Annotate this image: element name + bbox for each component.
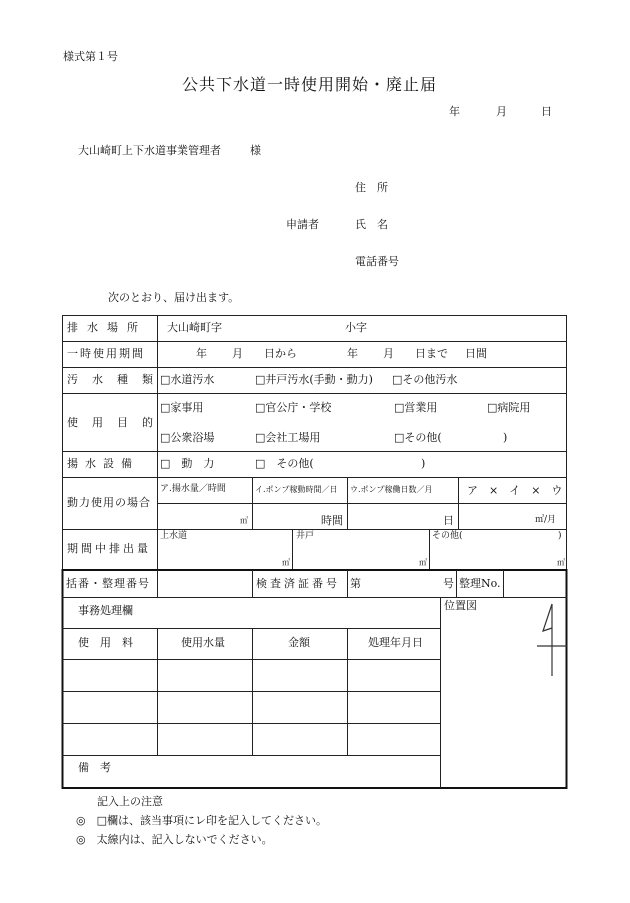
- sewage-opt-other[interactable]: □その他汚水: [392, 373, 458, 386]
- period-days[interactable]: 日間: [465, 347, 487, 360]
- power-unit-volume: ㎥: [240, 516, 248, 525]
- period-year1[interactable]: 年: [196, 347, 207, 360]
- discharge-tap-unit: ㎥: [282, 558, 290, 567]
- power-unit-hours: 時間: [321, 514, 343, 527]
- purpose-opt-hospital[interactable]: □病院用: [487, 401, 531, 414]
- note-thick-border: ◎ 太線内は、記入しないでください。: [76, 833, 273, 846]
- cert-number-label: 検査済証番号: [256, 577, 340, 590]
- purpose-label: 使用目的: [67, 416, 167, 429]
- power-unit-monthly: ㎥/月: [535, 515, 557, 525]
- period-year2[interactable]: 年: [347, 347, 358, 360]
- phone-label[interactable]: 電話番号: [355, 255, 399, 268]
- intro-text: 次のとおり、届け出ます。: [108, 291, 240, 304]
- discharge-label: 期間中排出量: [67, 542, 151, 555]
- cert-prefix: 第: [350, 577, 361, 590]
- period-until[interactable]: 日まで: [415, 347, 448, 360]
- power-col-pump-volume: ア.揚水量／時間: [160, 484, 226, 494]
- col-volume-header: 使用水量: [181, 636, 225, 649]
- period-month2[interactable]: 月: [383, 347, 394, 360]
- power-label: 動力使用の場合: [67, 496, 151, 509]
- period-from[interactable]: 日から: [264, 347, 297, 360]
- discharge-other-unit: ㎥: [557, 558, 565, 567]
- addressee: 大山崎町上下水道事業管理者: [78, 144, 221, 157]
- col-date-header: 処理年月日: [368, 636, 423, 649]
- power-col-pump-hours: イ.ポンプ稼動時間／日: [255, 485, 338, 494]
- note-checkbox: ◎ □欄は、該当事項にレ印を記入してください。: [76, 814, 327, 827]
- discharge-other-label: その他(: [432, 531, 463, 541]
- date-month-label[interactable]: 月: [496, 105, 507, 118]
- sewage-opt-well[interactable]: □井戸汚水(手動・動力): [255, 373, 373, 386]
- purpose-opt-public-office[interactable]: □官公庁・学校: [255, 401, 332, 414]
- col-amount-header: 金額: [288, 636, 310, 649]
- col-fee-header: 使 用 料: [78, 636, 133, 649]
- pumping-opt-other-close: ): [421, 457, 426, 470]
- reference-number-label: 整理No.: [459, 577, 501, 590]
- processing-label: 事務処理欄: [78, 604, 133, 617]
- purpose-opt-business[interactable]: □営業用: [394, 401, 438, 414]
- power-col-pump-days: ウ.ポンプ稼働日数／月: [350, 485, 433, 494]
- discharge-tap-label: 上水道: [160, 531, 188, 541]
- period-month1[interactable]: 月: [232, 347, 243, 360]
- discharge-well-unit: ㎥: [419, 558, 427, 567]
- form-number: 様式第１号: [63, 50, 118, 63]
- period-label: 一時使用期間: [67, 347, 145, 360]
- index-number-label: 括番・整理番号: [66, 577, 150, 590]
- date-day-label[interactable]: 日: [541, 105, 552, 118]
- discharge-well-label: 井戸: [296, 531, 315, 541]
- purpose-opt-other-close: ): [503, 431, 508, 444]
- drain-place-town[interactable]: 大山崎町字: [167, 321, 222, 334]
- page-title: 公共下水道一時使用開始・廃止届: [182, 75, 438, 94]
- purpose-opt-bathhouse[interactable]: □公衆浴場: [160, 431, 215, 444]
- applicant-role-label: 申請者: [286, 218, 319, 231]
- date-year-label[interactable]: 年: [449, 105, 460, 118]
- discharge-other-close: ): [558, 531, 562, 541]
- purpose-opt-factory[interactable]: □会社工場用: [255, 431, 321, 444]
- drain-place-label-text: 排水場所: [67, 321, 147, 334]
- purpose-opt-household[interactable]: □家事用: [160, 401, 204, 414]
- purpose-opt-other[interactable]: □その他(: [394, 431, 442, 444]
- notes-heading: 記入上の注意: [97, 795, 163, 808]
- address-label[interactable]: 住 所: [355, 181, 388, 194]
- power-col-product: ア × イ × ウ: [467, 484, 563, 497]
- pumping-label: 揚水設備: [67, 457, 139, 470]
- honorific: 様: [250, 144, 261, 157]
- north-arrow-icon: [537, 604, 567, 676]
- cert-suffix: 号: [443, 577, 454, 590]
- sewage-opt-tap[interactable]: □水道汚水: [160, 373, 215, 386]
- pumping-opt-other[interactable]: □ その他(: [255, 457, 314, 470]
- sewage-type-label: 汚水種類: [67, 373, 167, 386]
- name-label[interactable]: 氏 名: [355, 218, 388, 231]
- power-unit-days: 日: [443, 514, 454, 527]
- remarks-label: 備 考: [78, 761, 111, 774]
- drain-place-subdivision[interactable]: 小字: [345, 321, 367, 334]
- location-map-label: 位置図: [444, 599, 477, 612]
- pumping-opt-power[interactable]: □ 動 力: [160, 457, 215, 470]
- drain-place-label: [67, 322, 153, 333]
